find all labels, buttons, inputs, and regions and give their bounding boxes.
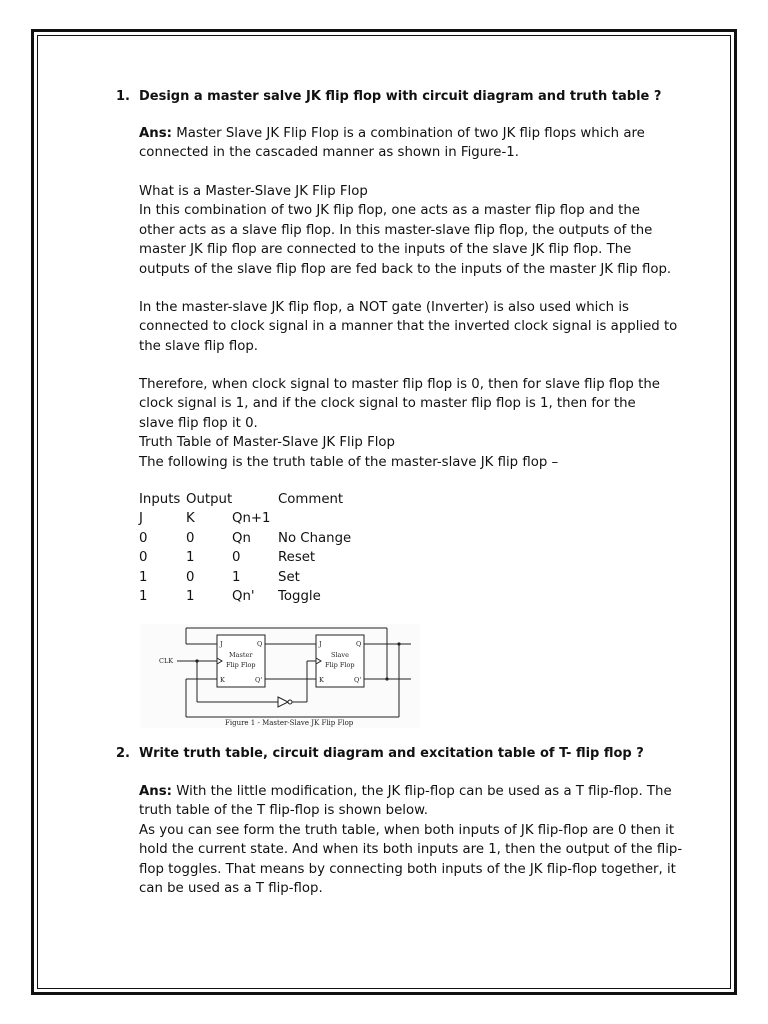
slave-pin-j: J xyxy=(319,640,322,648)
clk-label: CLK xyxy=(159,657,174,665)
q1-ans-text: Master Slave JK Flip Flop is a combination of two JK flip flops which are connected in the cascaded manner as shown in Figure-1. xyxy=(139,126,645,161)
header-j: J xyxy=(139,511,143,527)
header-k: K xyxy=(186,511,195,527)
cell-qn1: 1 xyxy=(232,569,241,585)
cell-comment: Set xyxy=(278,569,300,585)
master-pin-q: Q xyxy=(257,640,263,648)
q2-answer-paragraph xyxy=(139,782,679,821)
q2-paragraph-line-4: can be used as a T flip-flop. xyxy=(139,881,323,896)
slave-pin-k: K xyxy=(319,676,324,684)
q2-paragraph-line-1: As you can see form the truth table, when both inputs of JK flip-flop are 0 then it xyxy=(139,822,675,838)
header-comment: Comment xyxy=(278,492,344,507)
master-pin-j: J xyxy=(220,640,223,648)
q2-paragraph-line-2: hold the current state. And when its both inputs are 1, then the output of the flip- xyxy=(139,842,683,858)
circuit-diagram xyxy=(141,624,420,728)
header-qn1: Qn+1 xyxy=(232,511,271,527)
cell-k: 0 xyxy=(186,569,195,585)
master-label-1: Master xyxy=(229,651,253,659)
q1-answer-paragraph xyxy=(139,124,679,163)
cell-j: 1 xyxy=(139,589,148,604)
master-pin-k: K xyxy=(220,676,225,684)
cell-qn1: Qn xyxy=(232,530,251,546)
question-1-text: Design a master salve JK flip flop with circuit diagram and truth table ? xyxy=(139,89,662,104)
cell-j: 1 xyxy=(139,569,148,585)
cell-j: 0 xyxy=(139,530,148,546)
slave-label-1: Slave xyxy=(331,651,349,659)
cell-qn1: Qn' xyxy=(232,589,255,604)
cell-k: 0 xyxy=(186,530,195,546)
cell-comment: Reset xyxy=(278,550,316,566)
question-2-number: 2. xyxy=(116,746,130,761)
master-label-2: Flip Flop xyxy=(226,661,256,669)
cell-j: 0 xyxy=(139,550,148,566)
question-2-text: Write truth table, circuit diagram and excitation table of T- flip flop ? xyxy=(139,746,644,761)
q1-paragraph-2: In the master-slave JK flip flop, a NOT gate (Inverter) is also used which is connected to clock signal in a manner that the inverted clock signal is applied to the slave flip flop. xyxy=(139,300,678,354)
q1-truth-table-intro: The following is the truth table of the master-slave JK flip flop – xyxy=(139,454,559,470)
question-1-number: 1. xyxy=(116,89,130,104)
q2-paragraph-line-3: flop toggles. That means by connecting both inputs of the JK flip-flop together, it xyxy=(139,861,676,877)
master-pin-qbar: Q' xyxy=(255,676,263,684)
slave-label-2: Flip Flop xyxy=(325,661,355,669)
q1-truth-table-heading: Truth Table of Master-Slave JK Flip Flop xyxy=(139,435,395,451)
figure-caption: Figure 1 - Master-Slave JK Flip Flop xyxy=(225,719,354,727)
q1-paragraph-3-line-2: clock signal is 1, and if the clock signal to master flip flop is 1, then for the xyxy=(139,396,636,412)
q2-ans-text: With the little modification, the JK flip-flop can be used as a T flip-flop. The truth table of the T flip-flop is shown below. xyxy=(139,784,672,819)
cell-qn1: 0 xyxy=(232,550,241,566)
cell-k: 1 xyxy=(186,550,195,566)
q1-paragraph-3-line-3: slave flip flop it 0. xyxy=(139,415,258,431)
cell-comment: No Change xyxy=(278,530,352,546)
slave-pin-q: Q xyxy=(356,640,362,648)
header-inputs: Inputs xyxy=(139,492,181,507)
q1-what-heading: What is a Master-Slave JK Flip Flop xyxy=(139,184,368,199)
figure-master-slave-jk xyxy=(141,624,420,728)
q1-paragraph-1: In this combination of two JK flip flop, one acts as a master flip flop and the other acts as a slave flip flop. In this master-slave flip flop, the outputs of the master JK flip flop are connected to the inputs of the slave JK flip flop. The outputs of the slave flip flop are fed back to the inputs of the master JK flip flop. xyxy=(139,203,672,277)
q2-ans-label: Ans: xyxy=(139,784,172,799)
q1-ans-label: Ans: xyxy=(139,126,172,141)
slave-pin-qbar: Q' xyxy=(354,676,362,684)
q1-paragraph-3-line-1: Therefore, when clock signal to master flip flop is 0, then for slave flip flop the xyxy=(139,377,660,392)
cell-k: 1 xyxy=(186,589,195,604)
cell-comment: Toggle xyxy=(278,589,321,604)
header-output: Output xyxy=(186,492,233,507)
